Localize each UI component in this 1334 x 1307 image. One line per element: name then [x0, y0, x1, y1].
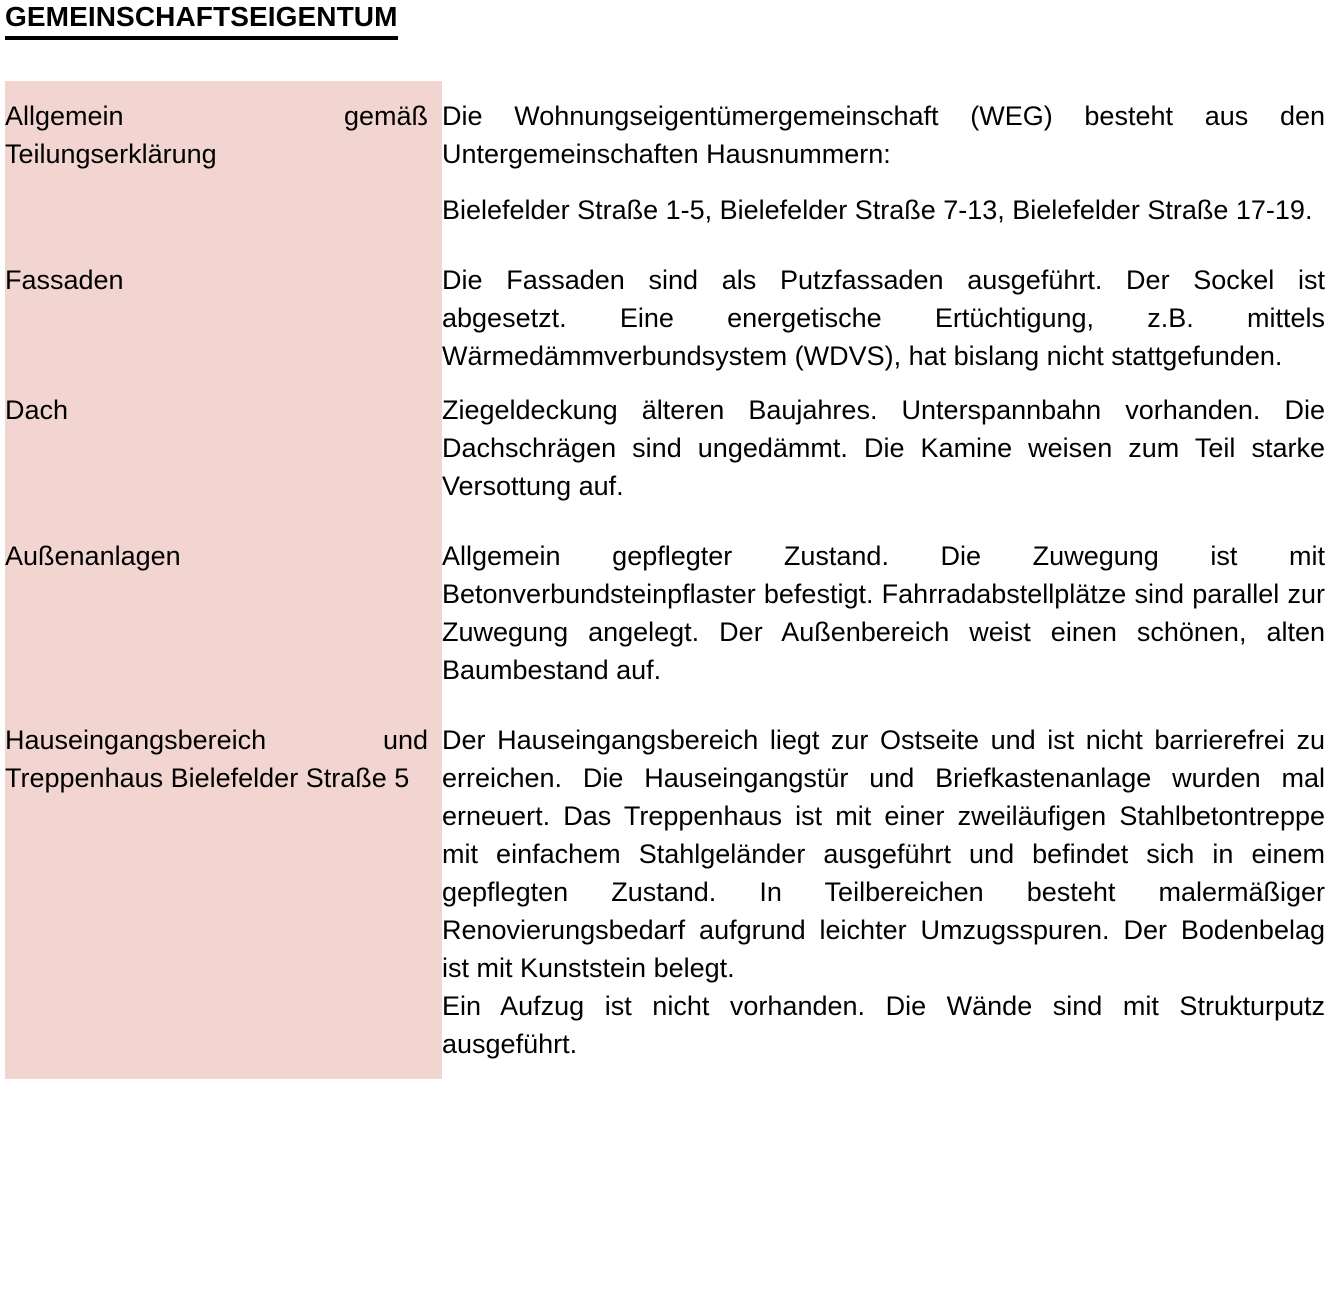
row-gap-cell — [428, 721, 442, 1063]
row-gap-cell — [428, 391, 442, 505]
table-row — [5, 721, 1325, 1063]
separator-body-cell — [442, 375, 1325, 391]
separator-label-cell — [5, 505, 428, 521]
row-label-cell — [5, 537, 428, 689]
table-row — [5, 97, 1325, 229]
row-body-cell — [442, 391, 1325, 505]
row-paragraph: Bielefelder Straße 1-5, Bielefelder Straße 7-13, Bielefelder Straße 17-19. — [442, 195, 1313, 225]
table-row — [5, 537, 1325, 689]
row-paragraph: Ziegeldeckung älteren Baujahres. Unterspannbahn vorhanden. Die Dachschrägen sind ungedämmt. Die Kamine weisen zum Teil starke Versottung auf. — [442, 395, 1325, 501]
table-top-padding — [5, 81, 1325, 97]
separator-gap-cell — [428, 505, 442, 521]
separator-gap-cell — [428, 229, 442, 245]
gemeinschaftseigentum-table — [5, 81, 1325, 1079]
row-separator — [5, 689, 1325, 705]
row-label: Fassaden — [5, 265, 124, 295]
separator-gap-cell — [428, 689, 442, 705]
separator-gap-cell — [428, 705, 442, 721]
row-separator — [5, 505, 1325, 521]
padding-body-cell — [442, 81, 1325, 97]
row-label: Dach — [5, 395, 69, 425]
separator-label-cell — [5, 521, 428, 537]
padding-gap-cell — [428, 1063, 442, 1079]
row-label-cell — [5, 261, 428, 375]
separator-body-cell — [442, 505, 1325, 521]
row-paragraph: Allgemein gepflegter Zustand. Die Zuwegung ist mit Betonverbundsteinpflaster befestigt. Fahrradabstellplätze sind parallel zur Zuwegung angelegt. Der Außenbereich weist einen schönen, alten Baumbestand auf. — [442, 541, 1325, 685]
row-paragraph: Der Hauseingangsbereich liegt zur Ostseite und ist nicht barrierefrei zu erreichen. Die Hauseingangstür und Briefkastenanlage wurden mal erneuert. Das Treppenhaus ist mit einer zweiläufigen Stahlbetontreppe mit einfachem Stahlgeländer ausgeführt und befindet sich in einem gepflegten Zustand. In Teilbereichen besteht malermäßiger Renovierungsbedarf aufgrund leichter Umzugsspuren. Der Bodenbelag ist mit Kunststein belegt. — [442, 725, 1325, 983]
row-body-cell — [442, 537, 1325, 689]
row-gap-cell — [428, 97, 442, 229]
table-row — [5, 391, 1325, 505]
table-bottom-padding — [5, 1063, 1325, 1079]
table-row — [5, 261, 1325, 375]
row-paragraph: Ein Aufzug ist nicht vorhanden. Die Wände sind mit Strukturputz ausgeführt. — [442, 991, 1325, 1059]
separator-body-cell — [442, 705, 1325, 721]
row-separator — [5, 705, 1325, 721]
separator-gap-cell — [428, 521, 442, 537]
row-label-cell — [5, 721, 428, 1063]
separator-label-cell — [5, 705, 428, 721]
row-separator — [5, 375, 1325, 391]
page-title — [5, 1, 398, 40]
row-label: Hauseingangsbereich und Treppenhaus Bielefelder Straße 5 — [5, 725, 428, 793]
separator-body-cell — [442, 245, 1325, 261]
table-body — [5, 81, 1325, 1079]
page-title-text: GEMEINSCHAFTSEIGENTUM — [5, 1, 398, 32]
separator-body-cell — [442, 521, 1325, 537]
separator-body-cell — [442, 229, 1325, 245]
separator-gap-cell — [428, 375, 442, 391]
row-paragraph: Die Wohnungseigentümergemeinschaft (WEG) besteht aus den Untergemeinschaften Hausnummern: — [442, 101, 1325, 169]
row-gap-cell — [428, 261, 442, 375]
padding-label-cell — [5, 81, 428, 97]
row-separator — [5, 245, 1325, 261]
row-body-cell — [442, 721, 1325, 1063]
row-label: Allgemein gemäß Teilungserklärung — [5, 101, 428, 169]
row-paragraph: Die Fassaden sind als Putzfassaden ausgeführt. Der Sockel ist abgesetzt. Eine energetische Ertüchtigung, z.B. mittels Wärmedämmverbundsystem (WDVS), hat bislang nicht stattgefunden. — [442, 265, 1325, 371]
padding-label-cell — [5, 1063, 428, 1079]
row-label: Außenanlagen — [5, 541, 181, 571]
separator-label-cell — [5, 229, 428, 245]
separator-label-cell — [5, 375, 428, 391]
separator-label-cell — [5, 689, 428, 705]
row-separator — [5, 229, 1325, 245]
row-body-cell — [442, 261, 1325, 375]
separator-label-cell — [5, 245, 428, 261]
padding-body-cell — [442, 1063, 1325, 1079]
row-label-cell — [5, 391, 428, 505]
row-gap-cell — [428, 537, 442, 689]
padding-gap-cell — [428, 81, 442, 97]
row-separator — [5, 521, 1325, 537]
row-label-cell — [5, 97, 428, 229]
row-body-cell — [442, 97, 1325, 229]
separator-gap-cell — [428, 245, 442, 261]
separator-body-cell — [442, 689, 1325, 705]
page-title-underline — [5, 36, 398, 40]
